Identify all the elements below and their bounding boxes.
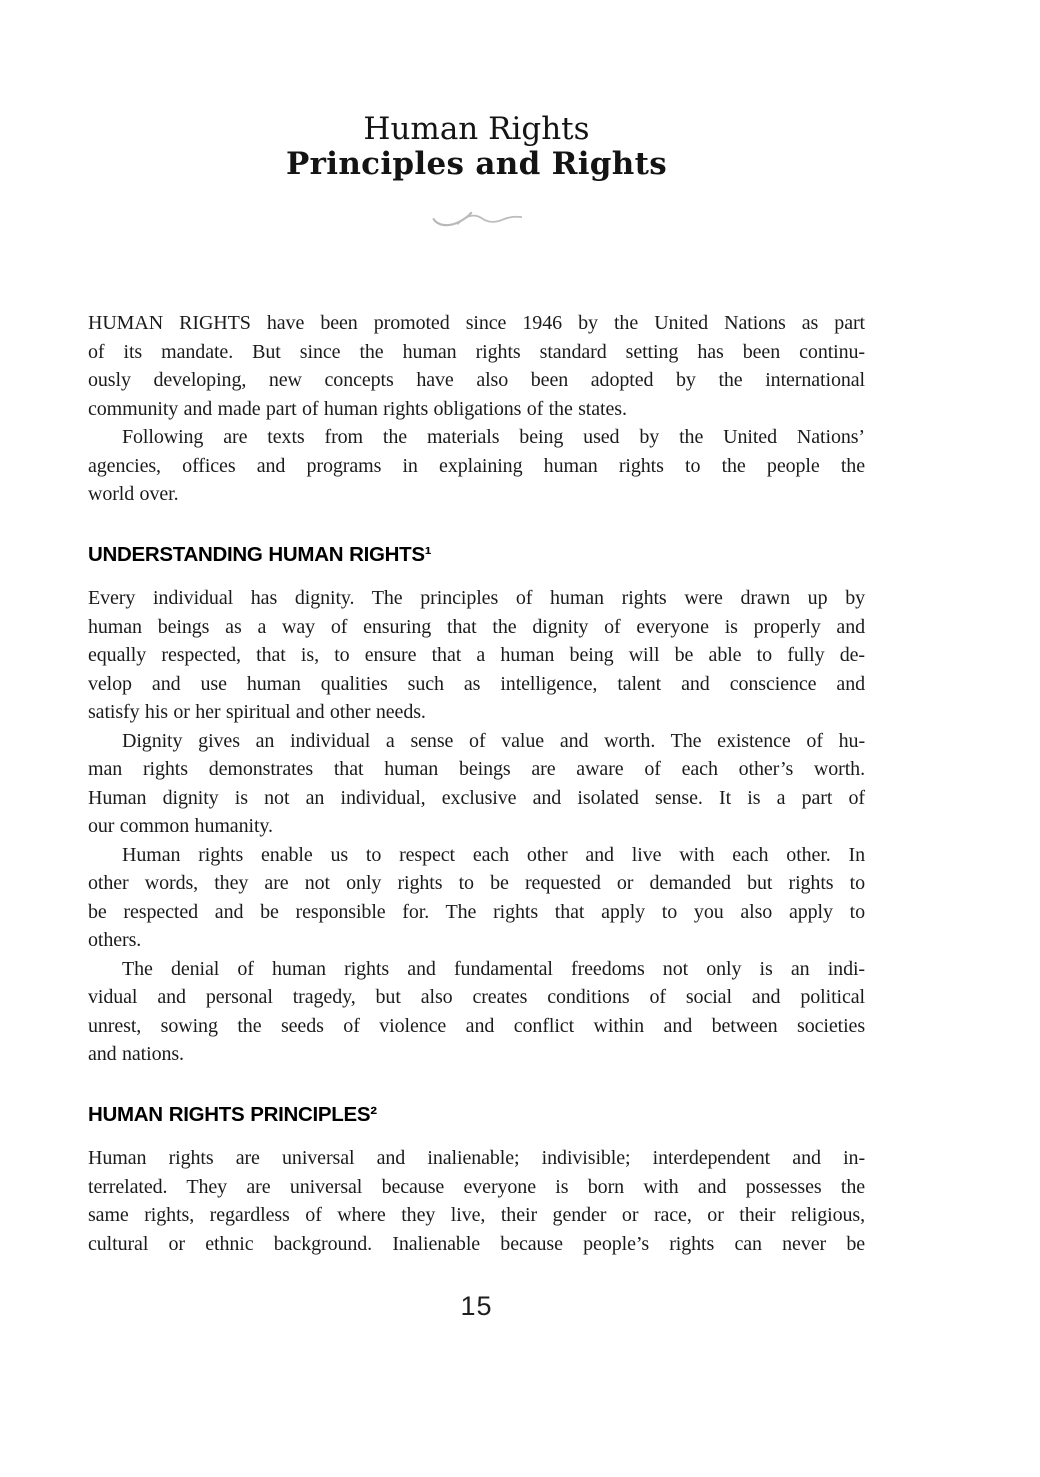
understanding-paragraph-4: The denial of human rights and fundamental freedoms not only is an indi- vidual and personal tragedy, but also creates conditions of social and political unrest, sowing the seeds of violence and conflict within and between societies and nations. <box>88 957 865 1065</box>
principles-paragraph-1: Human rights are universal and inalienable; indivisible; interdependent and in- terrelated. They are universal because everyone is born with and possesses the same rights, regardless of where they live, their gender or race, or their religious, cultural or ethnic background. Inalienable because people’s rights can never be <box>88 1147 865 1255</box>
page-subtitle: Principles and Rights <box>286 146 667 182</box>
title-block <box>88 112 865 181</box>
wave-flourish-icon <box>88 208 865 237</box>
understanding-paragraph-1: Every individual has dignity. The principles of human rights were drawn up by human beings as a way of ensuring that the dignity of everyone is properly and equally respected, that is, to ensure that a human being will be able to fully de- velop and use human qualities such as intelligence, talent and conscience and satisfy his or her spiritual and other needs. <box>88 587 865 723</box>
understanding-paragraph-3: Human rights enable us to respect each other and live with each other. In other words, they are not only rights to be requested or demanded but rights to be respected and be responsible for. The rights that apply to you also apply to others. <box>88 843 865 951</box>
intro-paragraph-1: HUMAN RIGHTS have been promoted since 1946 by the United Nations as part of its mandate. But since the human rights standard setting has been continu- ously developing, new concepts have also been adopted by the international community and made part of human rights obligations of the states. <box>88 312 865 420</box>
section-heading-understanding-human-rights: UNDERSTANDING HUMAN RIGHTS¹ <box>88 542 432 566</box>
understanding-paragraph-2: Dignity gives an individual a sense of value and worth. The existence of hu- man rights demonstrates that human beings are aware of each other’s worth. Human dignity is not an individual, exclusive and isolated sense. It is a part of our common humanity. <box>88 729 865 837</box>
page-title: Human Rights <box>363 111 590 147</box>
page-number: 15 <box>460 1291 493 1321</box>
intro-paragraph-2: Following are texts from the materials being used by the United Nations’ agencies, offices and programs in explaining human rights to the people the world over. <box>88 426 865 505</box>
body-text <box>88 309 865 1258</box>
section-heading-human-rights-principles: HUMAN RIGHTS PRINCIPLES² <box>88 1102 377 1126</box>
